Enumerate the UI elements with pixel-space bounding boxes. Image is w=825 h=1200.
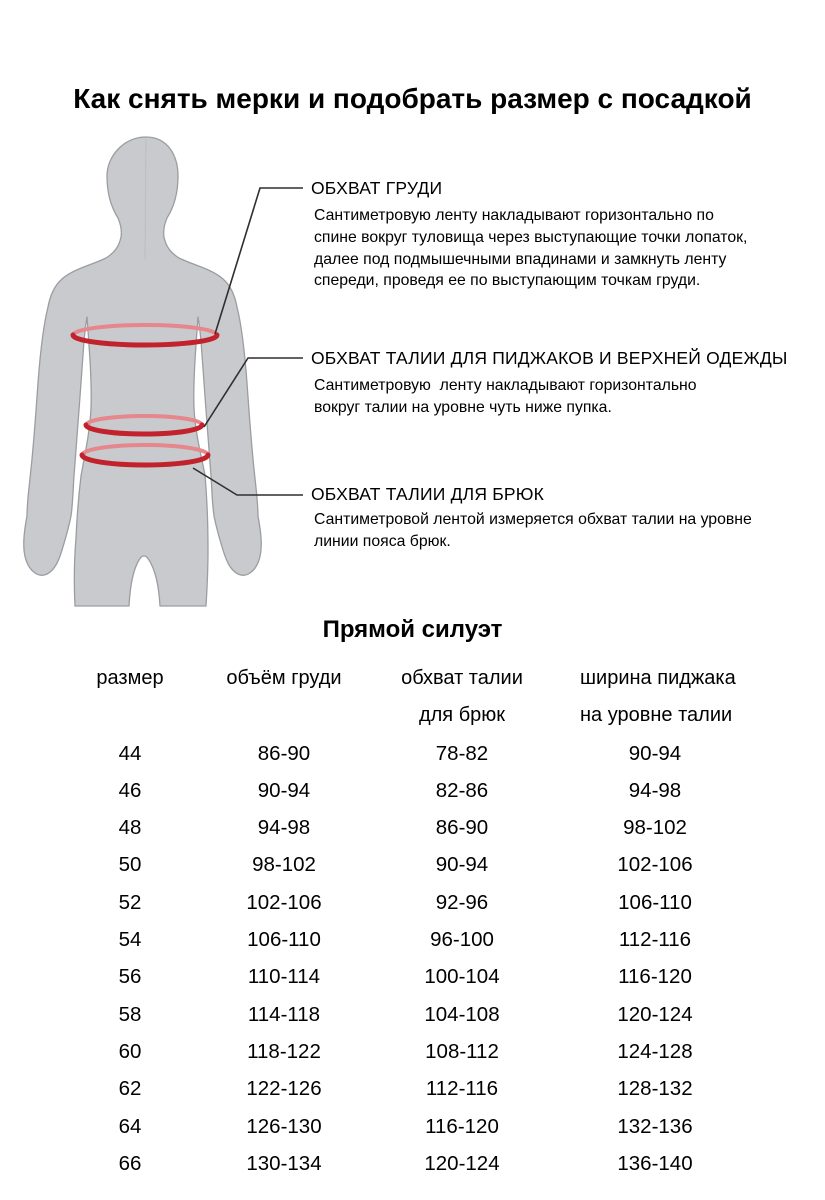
cell-waist: 120-124 <box>424 1151 500 1175</box>
cell-chest: 94-98 <box>257 816 311 840</box>
header-waist-line2: для брюк <box>418 704 506 727</box>
male-silhouette <box>24 137 261 606</box>
description-line: спине вокруг туловища через выступающие точки лопаток, <box>314 228 748 246</box>
table-title: Прямой силуэт <box>322 616 503 643</box>
cell-waist: 104-108 <box>424 1002 500 1026</box>
table-row <box>0 996 825 1033</box>
section-heading-chest: ОБХВАТ ГРУДИ <box>311 178 443 198</box>
cell-size: 44 <box>118 741 142 765</box>
description-line: Сантиметровую ленту накладывают горизонтально <box>314 377 697 394</box>
table-header-row-2 <box>0 697 825 734</box>
cell-size: 60 <box>118 1039 142 1063</box>
cell-chest: 110-114 <box>247 965 321 989</box>
table-header-row-1 <box>0 660 825 697</box>
cell-jacket-width: 116-120 <box>618 965 692 989</box>
cell-waist: 108-112 <box>425 1039 499 1063</box>
table-row <box>0 1145 825 1182</box>
page-title: Как снять мерки и подобрать размер с посадкой <box>73 83 752 114</box>
cell-jacket-width: 136-140 <box>617 1151 693 1175</box>
header-waist-line1: обхват талии <box>401 667 523 689</box>
cell-size: 48 <box>118 816 142 840</box>
cell-size: 52 <box>118 890 142 914</box>
description-line: линии пояса брюк. <box>314 532 451 550</box>
table-row <box>0 1033 825 1070</box>
cell-jacket-width: 128-132 <box>617 1077 693 1101</box>
cell-chest: 118-122 <box>247 1039 321 1063</box>
cell-jacket-width: 106-110 <box>618 890 692 914</box>
cell-waist: 112-116 <box>425 1077 499 1101</box>
cell-waist: 90-94 <box>435 853 489 877</box>
cell-size: 46 <box>118 778 142 802</box>
cell-jacket-width: 90-94 <box>628 741 682 765</box>
header-chest: объём груди <box>226 667 342 689</box>
cell-size: 64 <box>118 1114 142 1138</box>
cell-waist: 78-82 <box>435 741 489 765</box>
table-row <box>0 772 825 809</box>
body-silhouette <box>24 137 261 606</box>
cell-size: 58 <box>118 1002 142 1026</box>
section-description-chest <box>314 205 747 292</box>
table-row <box>0 921 825 958</box>
table-row <box>0 809 825 846</box>
cell-waist: 116-120 <box>425 1114 499 1138</box>
cell-size: 54 <box>118 928 142 952</box>
cell-waist: 100-104 <box>424 965 500 989</box>
cell-jacket-width: 98-102 <box>623 816 687 840</box>
size-table <box>0 660 825 1182</box>
cell-chest: 122-126 <box>246 1077 322 1101</box>
header-jacket-width-line2: на уровне талии <box>580 704 733 727</box>
cell-jacket-width: 94-98 <box>628 778 682 802</box>
cell-chest: 126-130 <box>246 1114 322 1138</box>
cell-chest: 86-90 <box>257 741 311 765</box>
cell-size: 62 <box>118 1077 142 1101</box>
cell-size: 56 <box>118 965 142 989</box>
cell-jacket-width: 120-124 <box>617 1002 693 1026</box>
table-row <box>0 958 825 995</box>
table-row <box>0 1108 825 1145</box>
cell-waist: 86-90 <box>435 816 489 840</box>
description-line: Сантиметровой лентой измеряется обхват талии на уровне <box>314 511 752 528</box>
cell-waist: 92-96 <box>435 890 489 914</box>
description-line: далее под подмышечными впадинами и замкнуть ленту <box>314 250 727 268</box>
table-row <box>0 846 825 883</box>
description-line: вокруг талии на уровне чуть ниже пупка. <box>314 398 612 416</box>
section-heading-trouser-waist: ОБХВАТ ТАЛИИ ДЛЯ БРЮК <box>311 484 545 504</box>
cell-waist: 82-86 <box>435 778 489 802</box>
cell-jacket-width: 132-136 <box>617 1114 693 1138</box>
cell-chest: 90-94 <box>257 778 311 802</box>
table-row <box>0 884 825 921</box>
section-description-jacket-waist <box>314 375 697 419</box>
header-size: размер <box>96 667 164 689</box>
cell-jacket-width: 124-128 <box>617 1039 693 1063</box>
section-heading-jacket-waist: ОБХВАТ ТАЛИИ ДЛЯ ПИДЖАКОВ И ВЕРХНЕЙ ОДЕЖДЫ <box>311 348 788 368</box>
cell-chest: 130-134 <box>246 1151 322 1175</box>
cell-waist: 96-100 <box>430 928 494 952</box>
description-line: Сантиметровую ленту накладывают горизонтально по <box>314 207 714 224</box>
header-jacket-width-line1: ширина пиджака <box>580 667 736 689</box>
cell-jacket-width: 102-106 <box>617 853 693 877</box>
cell-chest: 106-110 <box>247 928 321 952</box>
description-line: спереди, проведя ее по выступающим точкам груди. <box>314 272 701 290</box>
section-description-trouser-waist <box>314 509 752 553</box>
cell-jacket-width: 112-116 <box>618 928 692 952</box>
cell-chest: 114-118 <box>247 1002 321 1026</box>
cell-size: 66 <box>118 1151 142 1175</box>
table-row <box>0 735 825 772</box>
table-row <box>0 1070 825 1107</box>
cell-chest: 102-106 <box>246 890 322 914</box>
cell-size: 50 <box>118 853 142 877</box>
cell-chest: 98-102 <box>252 853 316 877</box>
